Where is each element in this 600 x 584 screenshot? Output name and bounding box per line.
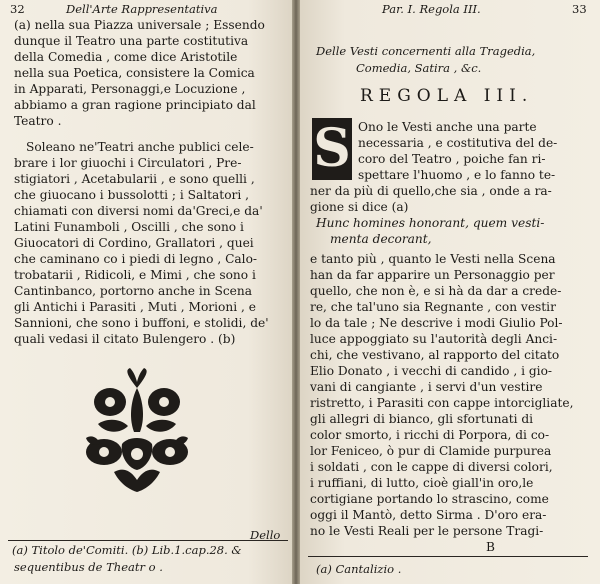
right-line: han da far apparire un Personaggio per bbox=[310, 268, 555, 282]
right-line: no le Vesti Reali per le persone Tragi- bbox=[310, 524, 544, 538]
right-page-number: 33 bbox=[572, 2, 587, 16]
right-line: lor Feniceo, ò pur di Clamide purpurea bbox=[310, 444, 552, 458]
right-line: gli allegri di bianco, gli sfortunati di bbox=[310, 412, 534, 426]
left-line: Teatro . bbox=[14, 114, 62, 128]
left-line: chiamati con diversi nomi da'Greci,e da' bbox=[14, 204, 263, 218]
right-line: ristretto, i Parasiti con cappe intorcigliate, bbox=[310, 396, 574, 410]
left-line: Latini Funamboli , Oscilli , che sono i bbox=[14, 220, 244, 234]
left-line: in Apparati, Personaggi,e Locuzione , bbox=[14, 82, 246, 96]
right-line: luce appoggiato su l'autorità degli Anci- bbox=[310, 332, 558, 346]
right-line: i ruffiani, di lutto, cioè giall'in oro,le bbox=[310, 476, 534, 490]
right-line: Ono le Vesti anche una parte bbox=[358, 120, 537, 134]
left-line: che giuocano i bussolotti ; i Saltatori , bbox=[14, 188, 250, 202]
left-line: della Comedia , come dice Aristotile bbox=[14, 50, 238, 64]
right-line-latin: menta decorant, bbox=[330, 232, 432, 246]
section-subtitle: Delle Vesti concernenti alla Tragedia, bbox=[316, 44, 536, 58]
floral-ornament-icon bbox=[84, 368, 190, 492]
section-subtitle-cont: Comedia, Satira , &c. bbox=[356, 61, 482, 75]
left-page-number: 32 bbox=[10, 2, 25, 16]
left-running-head: Dell'Arte Rappresentativa bbox=[66, 2, 218, 16]
left-line: dunque il Teatro una parte costitutiva bbox=[14, 34, 249, 48]
right-line: re, che tal'uno sia Regnante , con vestir bbox=[310, 300, 556, 314]
right-line: e tanto più , quanto le Vesti nella Scena bbox=[310, 252, 556, 266]
right-line: i soldati , con le cappe di diversi colori, bbox=[310, 460, 553, 474]
left-line: abbiamo a gran ragione principiato dal bbox=[14, 98, 256, 112]
left-line: gli Antichi i Parasiti , Muti , Morioni , e bbox=[14, 300, 256, 314]
left-line: Cantinbanco, portorno anche in Scena bbox=[14, 284, 253, 298]
left-line: (a) nella sua Piazza universale ; Essendo bbox=[14, 18, 265, 32]
right-line-latin: Hunc homines honorant, quem vesti- bbox=[316, 216, 545, 230]
right-line: necessaria , e costitutiva del de- bbox=[358, 136, 558, 150]
left-line: Giuocatori di Cordino, Grallatori , quei bbox=[14, 236, 254, 250]
right-line: quello, che non è, e si hà da dar a crede- bbox=[310, 284, 562, 298]
left-line: stigiatori , Acetabularii , e sono quelli , bbox=[14, 172, 255, 186]
right-line: vani di cangiante , i servi d'un vestire bbox=[310, 380, 543, 394]
left-line: nella sua Poetica, consistere la Comica bbox=[14, 66, 255, 80]
right-line: spettare l'huomo , e lo fanno te- bbox=[358, 168, 556, 182]
rule-heading: REGOLA III. bbox=[360, 86, 534, 106]
right-footnote: (a) Cantalizio . bbox=[316, 562, 402, 576]
right-line: oggi il Mantò, detto Sirma . D'oro era- bbox=[310, 508, 547, 522]
decorated-initial-icon: S bbox=[313, 118, 351, 179]
left-line: quali vedasi il citato Bulengero . (b) bbox=[14, 332, 236, 346]
right-running-head: Par. I. Regola III. bbox=[382, 2, 481, 16]
right-line: cortigiane portando lo strascino, come bbox=[310, 492, 549, 506]
left-page bbox=[0, 0, 292, 584]
right-line: ner da più di quello,che sia , onde a ra- bbox=[310, 184, 552, 198]
footnote-divider bbox=[8, 540, 288, 541]
left-line: brare i lor giuochi i Circulatori , Pre- bbox=[14, 156, 242, 170]
left-line: trobatarii , Ridicoli, e Mimi , che sono i bbox=[14, 268, 256, 282]
left-footnote: (a) Titolo de'Comiti. (b) Lib.1.cap.28. & bbox=[12, 543, 242, 557]
signature-mark: B bbox=[486, 540, 495, 554]
left-footnote-cont: sequentibus de Theatr o . bbox=[14, 560, 163, 574]
left-line: Soleano ne'Teatri anche publici cele- bbox=[26, 140, 254, 154]
right-line: chi, che vestivano, al rapporto del citato bbox=[310, 348, 560, 362]
right-line: Elio Donato , i vecchi di candido , i gio- bbox=[310, 364, 553, 378]
right-line: lo da tale ; Ne descrive i modi Giulio Pol- bbox=[310, 316, 563, 330]
book-gutter bbox=[292, 0, 300, 584]
right-line: color smorto, i ricchi di Porpora, di co- bbox=[310, 428, 550, 442]
right-line: coro del Teatro , poiche fan ri- bbox=[358, 152, 546, 166]
left-catchword: Dello bbox=[250, 528, 281, 542]
left-line: Sannioni, che sono i buffoni, e stolidi, de' bbox=[14, 316, 269, 330]
footnote-divider bbox=[308, 556, 588, 557]
right-line: gione si dice (a) bbox=[310, 200, 409, 214]
left-line: che caminano co i piedi di legno , Calo- bbox=[14, 252, 258, 266]
